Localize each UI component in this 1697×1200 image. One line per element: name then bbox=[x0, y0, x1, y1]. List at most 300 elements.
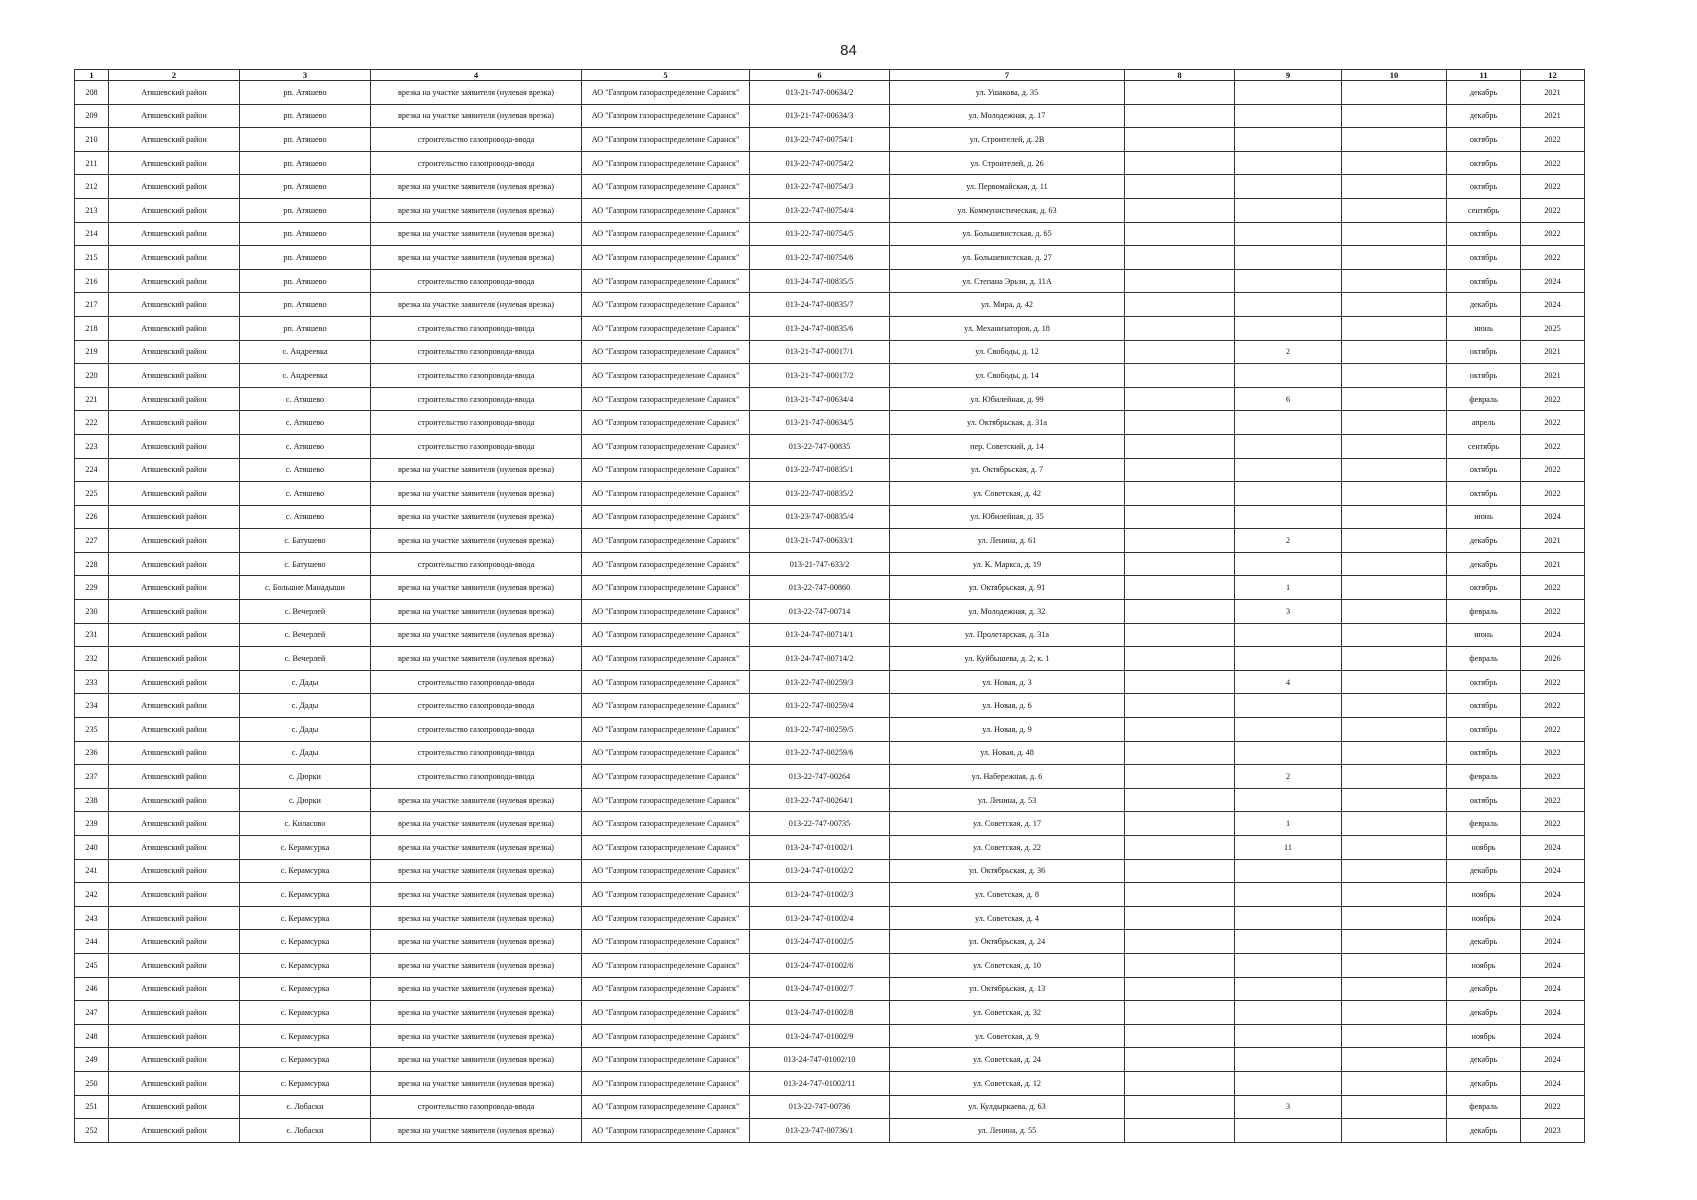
table-cell: строительство газопровода-ввода bbox=[371, 151, 582, 175]
table-cell: 013-21-747-633/2 bbox=[750, 552, 890, 576]
table-cell: рп. Атяшево bbox=[240, 128, 371, 152]
table-cell bbox=[1125, 222, 1235, 246]
table-cell bbox=[1125, 1048, 1235, 1072]
table-cell bbox=[1125, 552, 1235, 576]
table-cell bbox=[1235, 694, 1342, 718]
table-cell: с. Атяшево bbox=[240, 505, 371, 529]
table-cell: с. Андреевка bbox=[240, 340, 371, 364]
table-cell: октябрь bbox=[1447, 269, 1521, 293]
table-cell: врезка на участке заявителя (нулевая врезка) bbox=[371, 883, 582, 907]
table-cell: 247 bbox=[75, 1001, 109, 1025]
table-cell: 2024 bbox=[1521, 293, 1585, 317]
table-cell: ул. Строителей, д. 2В bbox=[890, 128, 1125, 152]
table-cell: 2025 bbox=[1521, 316, 1585, 340]
table-row bbox=[75, 151, 1585, 175]
table-cell: Атяшевский район bbox=[109, 340, 240, 364]
table-row bbox=[75, 1071, 1585, 1095]
table-cell: врезка на участке заявителя (нулевая врезка) bbox=[371, 222, 582, 246]
table-cell: 242 bbox=[75, 883, 109, 907]
table-cell: АО "Газпром газораспределение Саранск" bbox=[582, 600, 750, 624]
table-body bbox=[75, 81, 1585, 1143]
table-row bbox=[75, 81, 1585, 105]
table-cell bbox=[1125, 1001, 1235, 1025]
table-cell bbox=[1235, 883, 1342, 907]
table-cell bbox=[1125, 458, 1235, 482]
table-cell: АО "Газпром газораспределение Саранск" bbox=[582, 765, 750, 789]
table-cell: 013-22-747-00754/3 bbox=[750, 175, 890, 199]
table-cell bbox=[1342, 1119, 1447, 1143]
table-cell bbox=[1125, 600, 1235, 624]
table-cell bbox=[1342, 788, 1447, 812]
table-cell: 2026 bbox=[1521, 647, 1585, 671]
table-cell: врезка на участке заявителя (нулевая врезка) bbox=[371, 1001, 582, 1025]
table-cell: 013-24-747-01002/9 bbox=[750, 1024, 890, 1048]
table-cell: февраль bbox=[1447, 647, 1521, 671]
table-cell: 232 bbox=[75, 647, 109, 671]
table-cell: 234 bbox=[75, 694, 109, 718]
table-cell bbox=[1342, 246, 1447, 270]
table-cell: 246 bbox=[75, 977, 109, 1001]
table-cell bbox=[1235, 505, 1342, 529]
table-cell: с. Вечерлей bbox=[240, 647, 371, 671]
table-cell: 245 bbox=[75, 953, 109, 977]
table-cell: строительство газопровода-ввода bbox=[371, 364, 582, 388]
table-cell: рп. Атяшево bbox=[240, 293, 371, 317]
table-cell: 013-24-747-01002/2 bbox=[750, 859, 890, 883]
column-header: 1 bbox=[75, 70, 109, 81]
table-cell: врезка на участке заявителя (нулевая врезка) bbox=[371, 1024, 582, 1048]
table-cell: 013-22-747-00860 bbox=[750, 576, 890, 600]
table-cell bbox=[1125, 1095, 1235, 1119]
table-cell bbox=[1125, 576, 1235, 600]
table-cell: Атяшевский район bbox=[109, 81, 240, 105]
table-cell: 2024 bbox=[1521, 906, 1585, 930]
table-cell: ул. Юбилейная, д. 99 bbox=[890, 387, 1125, 411]
table-cell: 2022 bbox=[1521, 387, 1585, 411]
table-cell: с. Лобаски bbox=[240, 1119, 371, 1143]
table-cell: с. Керамсурка bbox=[240, 836, 371, 860]
table-cell bbox=[1235, 175, 1342, 199]
table-row bbox=[75, 1001, 1585, 1025]
table-cell: октябрь bbox=[1447, 151, 1521, 175]
table-cell: декабрь bbox=[1447, 1119, 1521, 1143]
table-cell: ул. Новая, д. 48 bbox=[890, 741, 1125, 765]
table-row bbox=[75, 647, 1585, 671]
table-cell: Атяшевский район bbox=[109, 576, 240, 600]
table-cell: врезка на участке заявителя (нулевая врезка) bbox=[371, 293, 582, 317]
table-cell: 013-23-747-00736/1 bbox=[750, 1119, 890, 1143]
table-row bbox=[75, 788, 1585, 812]
table-cell: 224 bbox=[75, 458, 109, 482]
table-row bbox=[75, 718, 1585, 742]
table-cell bbox=[1342, 387, 1447, 411]
table-cell: 2021 bbox=[1521, 81, 1585, 105]
table-cell: врезка на участке заявителя (нулевая врезка) bbox=[371, 1048, 582, 1072]
column-header: 4 bbox=[371, 70, 582, 81]
table-cell bbox=[1125, 859, 1235, 883]
table-cell: 013-24-747-01002/11 bbox=[750, 1071, 890, 1095]
table-cell bbox=[1235, 1119, 1342, 1143]
table-cell bbox=[1125, 977, 1235, 1001]
table-cell: Атяшевский район bbox=[109, 198, 240, 222]
table-cell: Атяшевский район bbox=[109, 411, 240, 435]
table-cell bbox=[1342, 1048, 1447, 1072]
table-cell: ул. Свободы, д. 14 bbox=[890, 364, 1125, 388]
table-cell bbox=[1125, 198, 1235, 222]
table-cell: строительство газопровода-ввода bbox=[371, 411, 582, 435]
table-cell bbox=[1125, 411, 1235, 435]
table-cell: ул. Юбилейная, д. 35 bbox=[890, 505, 1125, 529]
table-row bbox=[75, 883, 1585, 907]
table-cell: врезка на участке заявителя (нулевая врезка) bbox=[371, 246, 582, 270]
table-cell: ул. Советская, д. 22 bbox=[890, 836, 1125, 860]
table-cell: декабрь bbox=[1447, 1001, 1521, 1025]
table-cell: Атяшевский район bbox=[109, 670, 240, 694]
table-cell: ноябрь bbox=[1447, 1024, 1521, 1048]
table-cell: АО "Газпром газораспределение Саранск" bbox=[582, 883, 750, 907]
table-cell: декабрь bbox=[1447, 859, 1521, 883]
table-cell: 4 bbox=[1235, 670, 1342, 694]
table-cell: 3 bbox=[1235, 1095, 1342, 1119]
table-cell bbox=[1125, 482, 1235, 506]
table-cell: октябрь bbox=[1447, 670, 1521, 694]
table-cell: с. Дюрки bbox=[240, 765, 371, 789]
table-cell bbox=[1235, 647, 1342, 671]
table-cell: ул. Советская, д. 24 bbox=[890, 1048, 1125, 1072]
table-cell bbox=[1125, 269, 1235, 293]
table-cell bbox=[1235, 269, 1342, 293]
column-header: 7 bbox=[890, 70, 1125, 81]
table-cell bbox=[1342, 128, 1447, 152]
table-cell: ул. Новая, д. 6 bbox=[890, 694, 1125, 718]
table-cell: 013-22-747-00259/4 bbox=[750, 694, 890, 718]
table-cell: 2022 bbox=[1521, 788, 1585, 812]
table-cell: октябрь bbox=[1447, 741, 1521, 765]
table-cell: с. Дады bbox=[240, 694, 371, 718]
table-cell bbox=[1235, 741, 1342, 765]
table-cell: 233 bbox=[75, 670, 109, 694]
table-cell: с. Лобаски bbox=[240, 1095, 371, 1119]
table-cell: октябрь bbox=[1447, 340, 1521, 364]
table-cell: врезка на участке заявителя (нулевая врезка) bbox=[371, 977, 582, 1001]
table-cell: Атяшевский район bbox=[109, 647, 240, 671]
table-cell: 2022 bbox=[1521, 411, 1585, 435]
table-cell: врезка на участке заявителя (нулевая врезка) bbox=[371, 788, 582, 812]
table-cell: 222 bbox=[75, 411, 109, 435]
table-cell bbox=[1342, 836, 1447, 860]
table-cell: Атяшевский район bbox=[109, 529, 240, 553]
table-cell bbox=[1125, 1071, 1235, 1095]
table-cell bbox=[1342, 340, 1447, 364]
table-cell: ул. Ленина, д. 61 bbox=[890, 529, 1125, 553]
table-cell bbox=[1342, 1024, 1447, 1048]
table-cell: с. Дады bbox=[240, 741, 371, 765]
table-cell: с. Керамсурка bbox=[240, 977, 371, 1001]
table-cell: октябрь bbox=[1447, 482, 1521, 506]
table-cell: 2021 bbox=[1521, 552, 1585, 576]
table-cell: АО "Газпром газораспределение Саранск" bbox=[582, 1001, 750, 1025]
table-cell bbox=[1125, 434, 1235, 458]
table-cell bbox=[1342, 222, 1447, 246]
table-cell bbox=[1235, 953, 1342, 977]
table-cell: октябрь bbox=[1447, 246, 1521, 270]
table-cell: декабрь bbox=[1447, 293, 1521, 317]
table-cell: 217 bbox=[75, 293, 109, 317]
table-cell: 252 bbox=[75, 1119, 109, 1143]
table-cell: 013-24-747-01002/3 bbox=[750, 883, 890, 907]
table-cell: Атяшевский район bbox=[109, 741, 240, 765]
table-cell: ул. Ушакова, д. 35 bbox=[890, 81, 1125, 105]
table-cell: 219 bbox=[75, 340, 109, 364]
table-cell: декабрь bbox=[1447, 930, 1521, 954]
table-cell: с. Дады bbox=[240, 670, 371, 694]
table-cell: ноябрь bbox=[1447, 906, 1521, 930]
table-cell: Атяшевский район bbox=[109, 246, 240, 270]
table-cell: февраль bbox=[1447, 812, 1521, 836]
table-cell: Атяшевский район bbox=[109, 175, 240, 199]
table-cell: Атяшевский район bbox=[109, 1071, 240, 1095]
table-cell bbox=[1342, 269, 1447, 293]
table-cell: 208 bbox=[75, 81, 109, 105]
table-cell: 2021 bbox=[1521, 364, 1585, 388]
table-cell: 2022 bbox=[1521, 812, 1585, 836]
table-cell: врезка на участке заявителя (нулевая врезка) bbox=[371, 600, 582, 624]
table-cell: АО "Газпром газораспределение Саранск" bbox=[582, 836, 750, 860]
table-cell: 2022 bbox=[1521, 600, 1585, 624]
table-cell bbox=[1235, 151, 1342, 175]
table-cell: декабрь bbox=[1447, 81, 1521, 105]
table-cell: АО "Газпром газораспределение Саранск" bbox=[582, 1048, 750, 1072]
table-cell: 2024 bbox=[1521, 883, 1585, 907]
table-cell bbox=[1235, 293, 1342, 317]
table-cell: ул. Октябрьская, д. 36 bbox=[890, 859, 1125, 883]
table-cell: 212 bbox=[75, 175, 109, 199]
table-cell: АО "Газпром газораспределение Саранск" bbox=[582, 411, 750, 435]
table-cell: АО "Газпром газораспределение Саранск" bbox=[582, 953, 750, 977]
table-cell: ноябрь bbox=[1447, 883, 1521, 907]
table-cell: ул. Октябрьская, д. 31а bbox=[890, 411, 1125, 435]
table-cell: ул. Строителей, д. 26 bbox=[890, 151, 1125, 175]
table-cell bbox=[1235, 930, 1342, 954]
table-cell: декабрь bbox=[1447, 977, 1521, 1001]
table-cell: ул. Новая, д. 3 bbox=[890, 670, 1125, 694]
table-cell: Атяшевский район bbox=[109, 128, 240, 152]
table-cell: строительство газопровода-ввода bbox=[371, 128, 582, 152]
table-cell bbox=[1125, 340, 1235, 364]
table-cell: врезка на участке заявителя (нулевая врезка) bbox=[371, 1071, 582, 1095]
table-cell: Атяшевский район bbox=[109, 1001, 240, 1025]
table-cell: АО "Газпром газораспределение Саранск" bbox=[582, 198, 750, 222]
table-cell: декабрь bbox=[1447, 104, 1521, 128]
table-cell bbox=[1125, 529, 1235, 553]
table-cell bbox=[1342, 930, 1447, 954]
table-cell: 013-22-747-00835/1 bbox=[750, 458, 890, 482]
table-cell: Атяшевский район bbox=[109, 977, 240, 1001]
table-cell: 226 bbox=[75, 505, 109, 529]
table-cell: октябрь bbox=[1447, 128, 1521, 152]
table-row bbox=[75, 836, 1585, 860]
table-cell: Атяшевский район bbox=[109, 883, 240, 907]
column-header: 2 bbox=[109, 70, 240, 81]
table-cell: Атяшевский район bbox=[109, 434, 240, 458]
table-cell: Атяшевский район bbox=[109, 293, 240, 317]
table-cell: 013-21-747-00634/5 bbox=[750, 411, 890, 435]
table-cell: 013-22-747-00835/2 bbox=[750, 482, 890, 506]
table-cell: рп. Атяшево bbox=[240, 246, 371, 270]
table-cell: 013-21-747-00017/1 bbox=[750, 340, 890, 364]
table-cell: строительство газопровода-ввода bbox=[371, 316, 582, 340]
table-cell: с. Батушево bbox=[240, 552, 371, 576]
table-cell: 013-22-747-00754/1 bbox=[750, 128, 890, 152]
table-cell bbox=[1342, 175, 1447, 199]
table-cell: строительство газопровода-ввода bbox=[371, 718, 582, 742]
table-cell bbox=[1125, 647, 1235, 671]
table-cell bbox=[1342, 883, 1447, 907]
table-cell bbox=[1125, 1119, 1235, 1143]
table-cell: Атяшевский район bbox=[109, 906, 240, 930]
table-cell: ул. Советская, д. 10 bbox=[890, 953, 1125, 977]
table-cell bbox=[1235, 81, 1342, 105]
table-cell: АО "Газпром газораспределение Саранск" bbox=[582, 552, 750, 576]
table-cell: 2022 bbox=[1521, 718, 1585, 742]
table-cell: 240 bbox=[75, 836, 109, 860]
table-cell: АО "Газпром газораспределение Саранск" bbox=[582, 1024, 750, 1048]
table-cell: АО "Газпром газораспределение Саранск" bbox=[582, 104, 750, 128]
column-header: 10 bbox=[1342, 70, 1447, 81]
table-cell bbox=[1125, 930, 1235, 954]
table-cell: 013-24-747-00835/7 bbox=[750, 293, 890, 317]
table-cell: ул. К. Маркса, д. 19 bbox=[890, 552, 1125, 576]
table-cell: врезка на участке заявителя (нулевая врезка) bbox=[371, 505, 582, 529]
table-cell: ул. Ленина, д. 53 bbox=[890, 788, 1125, 812]
table-cell: 210 bbox=[75, 128, 109, 152]
table-cell bbox=[1342, 741, 1447, 765]
table-cell: 230 bbox=[75, 600, 109, 624]
table-cell: 013-22-747-00264 bbox=[750, 765, 890, 789]
table-cell: Атяшевский район bbox=[109, 812, 240, 836]
table-row bbox=[75, 1048, 1585, 1072]
table-cell bbox=[1342, 694, 1447, 718]
table-row bbox=[75, 930, 1585, 954]
table-cell: АО "Газпром газораспределение Саранск" bbox=[582, 1119, 750, 1143]
table-cell: с. Дады bbox=[240, 718, 371, 742]
table-cell: 2 bbox=[1235, 765, 1342, 789]
table-cell: АО "Газпром газораспределение Саранск" bbox=[582, 1071, 750, 1095]
table-cell: октябрь bbox=[1447, 222, 1521, 246]
table-cell: ул. Новая, д. 9 bbox=[890, 718, 1125, 742]
table-cell bbox=[1342, 316, 1447, 340]
table-cell: ул. Молодежная, д. 17 bbox=[890, 104, 1125, 128]
table-cell: Атяшевский район bbox=[109, 600, 240, 624]
table-cell bbox=[1235, 718, 1342, 742]
table-cell: строительство газопровода-ввода bbox=[371, 552, 582, 576]
table-row bbox=[75, 906, 1585, 930]
table-cell: ул. Советская, д. 9 bbox=[890, 1024, 1125, 1048]
table-cell bbox=[1125, 316, 1235, 340]
table-cell bbox=[1342, 647, 1447, 671]
table-cell: с. Киласово bbox=[240, 812, 371, 836]
column-header: 5 bbox=[582, 70, 750, 81]
table-cell: ул. Коммунистическая, д. 63 bbox=[890, 198, 1125, 222]
table-cell: ул. Большевистская, д. 27 bbox=[890, 246, 1125, 270]
table-cell: декабрь bbox=[1447, 529, 1521, 553]
table-cell bbox=[1125, 906, 1235, 930]
table-cell: АО "Газпром газораспределение Саранск" bbox=[582, 906, 750, 930]
table-cell bbox=[1235, 977, 1342, 1001]
table-cell: октябрь bbox=[1447, 458, 1521, 482]
table-cell: 013-22-747-00259/6 bbox=[750, 741, 890, 765]
table-cell: рп. Атяшево bbox=[240, 104, 371, 128]
table-cell: с. Керамсурка bbox=[240, 1024, 371, 1048]
table-cell: 227 bbox=[75, 529, 109, 553]
table-row bbox=[75, 411, 1585, 435]
table-cell bbox=[1125, 953, 1235, 977]
table-cell: Атяшевский район bbox=[109, 458, 240, 482]
table-cell: строительство газопровода-ввода bbox=[371, 741, 582, 765]
table-cell: 244 bbox=[75, 930, 109, 954]
table-cell: 2022 bbox=[1521, 151, 1585, 175]
table-cell: АО "Газпром газораспределение Саранск" bbox=[582, 859, 750, 883]
table-cell: 013-21-747-00634/2 bbox=[750, 81, 890, 105]
table-cell: АО "Газпром газораспределение Саранск" bbox=[582, 458, 750, 482]
table-cell: с. Керамсурка bbox=[240, 1048, 371, 1072]
table-cell: 235 bbox=[75, 718, 109, 742]
table-cell: строительство газопровода-ввода bbox=[371, 269, 582, 293]
table-cell: Атяшевский район bbox=[109, 1119, 240, 1143]
table-cell: врезка на участке заявителя (нулевая врезка) bbox=[371, 930, 582, 954]
table-cell: Атяшевский район bbox=[109, 482, 240, 506]
table-cell: 2024 bbox=[1521, 977, 1585, 1001]
table-cell bbox=[1235, 1071, 1342, 1095]
table-cell: октябрь bbox=[1447, 788, 1521, 812]
table-cell: 2022 bbox=[1521, 482, 1585, 506]
table-cell: октябрь bbox=[1447, 694, 1521, 718]
table-cell: 241 bbox=[75, 859, 109, 883]
table-cell bbox=[1342, 104, 1447, 128]
table-row bbox=[75, 175, 1585, 199]
table-cell: строительство газопровода-ввода bbox=[371, 434, 582, 458]
table-cell: 013-22-747-00264/1 bbox=[750, 788, 890, 812]
table-cell bbox=[1125, 128, 1235, 152]
table-cell bbox=[1235, 458, 1342, 482]
table-cell: 229 bbox=[75, 576, 109, 600]
table-row bbox=[75, 246, 1585, 270]
table-row bbox=[75, 623, 1585, 647]
table-row bbox=[75, 812, 1585, 836]
table-cell: 2021 bbox=[1521, 104, 1585, 128]
table-row bbox=[75, 340, 1585, 364]
table-cell: сентябрь bbox=[1447, 434, 1521, 458]
table-cell: ул. Октябрьская, д. 7 bbox=[890, 458, 1125, 482]
table-cell: с. Батушево bbox=[240, 529, 371, 553]
table-cell: 2022 bbox=[1521, 694, 1585, 718]
table-cell: 2024 bbox=[1521, 836, 1585, 860]
table-cell bbox=[1342, 482, 1447, 506]
table-cell: 2022 bbox=[1521, 1095, 1585, 1119]
table-cell: ул. Советская, д. 32 bbox=[890, 1001, 1125, 1025]
table-cell: Атяшевский район bbox=[109, 718, 240, 742]
table-cell: 211 bbox=[75, 151, 109, 175]
table-cell: с. Керамсурка bbox=[240, 859, 371, 883]
table-cell: ул. Советская, д. 17 bbox=[890, 812, 1125, 836]
table-cell: строительство газопровода-ввода bbox=[371, 387, 582, 411]
table-cell bbox=[1125, 505, 1235, 529]
table-cell: строительство газопровода-ввода bbox=[371, 670, 582, 694]
table-cell: строительство газопровода-ввода bbox=[371, 765, 582, 789]
table-cell: АО "Газпром газораспределение Саранск" bbox=[582, 741, 750, 765]
table-cell: врезка на участке заявителя (нулевая врезка) bbox=[371, 482, 582, 506]
table-cell: Атяшевский район bbox=[109, 104, 240, 128]
